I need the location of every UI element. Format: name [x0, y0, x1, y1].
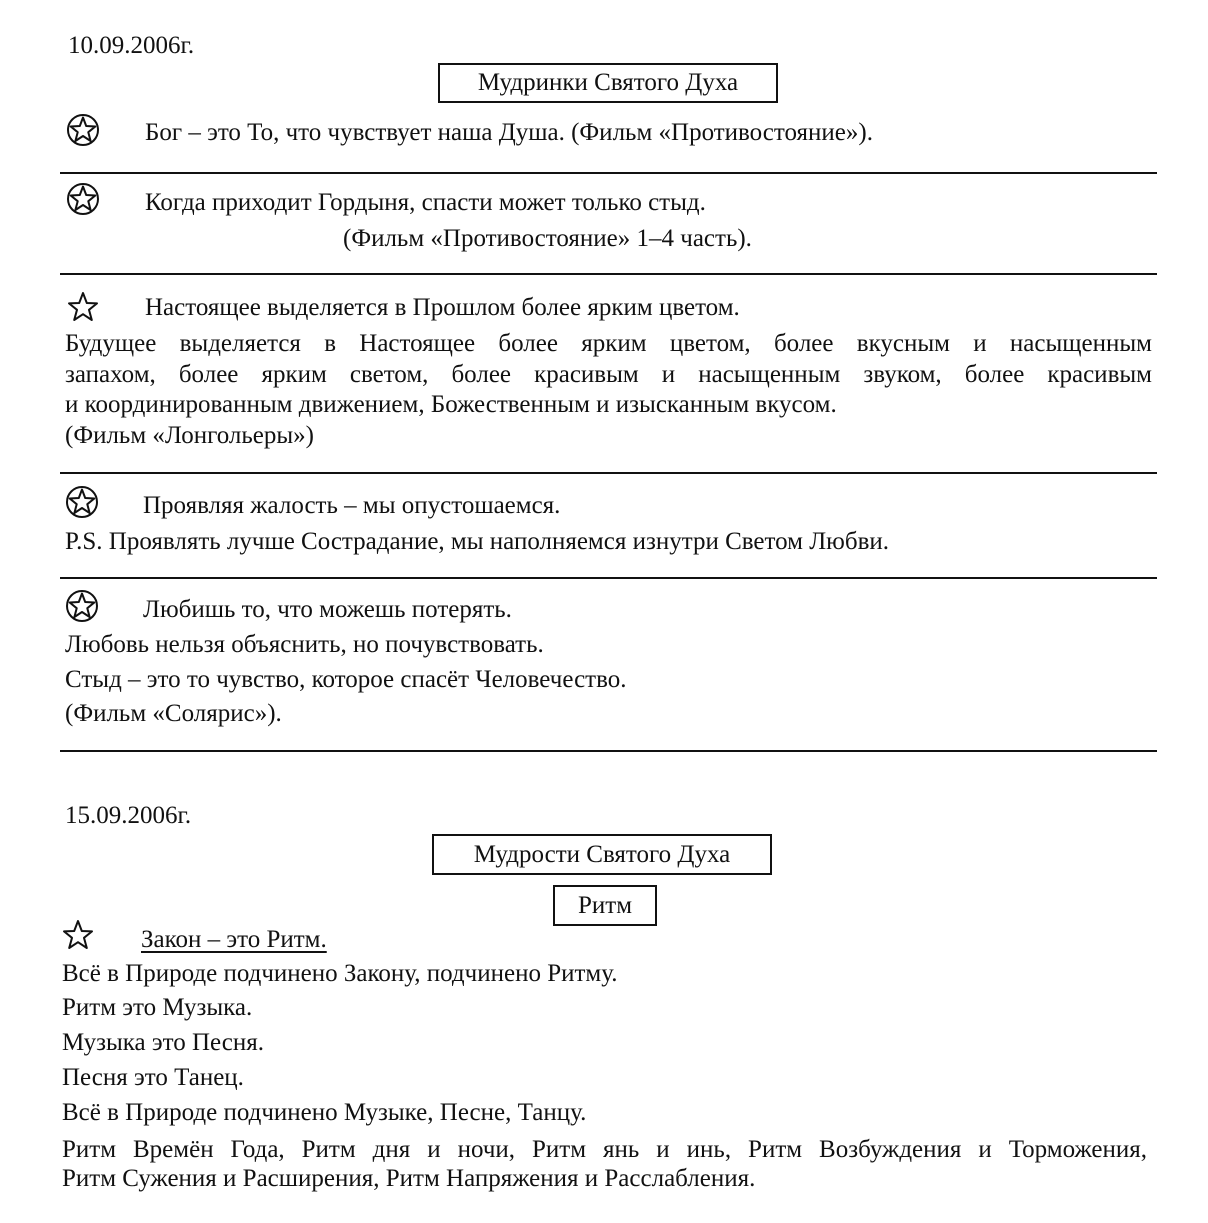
divider — [60, 273, 1157, 275]
wisdom-heading: Закон – это Ритм. — [141, 926, 327, 953]
wisdom-text: Проявляя жалость – мы опустошаемся. — [143, 492, 561, 519]
divider — [60, 472, 1157, 474]
section-title-box — [432, 834, 772, 875]
divider — [60, 577, 1157, 579]
wisdom-text: Любовь нельзя объяснить, но почувствовать. — [65, 631, 544, 658]
star-circle-icon — [65, 485, 99, 519]
wisdom-source: (Фильм «Солярис»). — [65, 700, 282, 727]
star-outline-icon — [61, 918, 95, 952]
wisdom-text: Песня это Танец. — [62, 1064, 244, 1091]
wisdom-source: (Фильм «Лонгольеры») — [65, 422, 315, 449]
entry-date: 10.09.2006г. — [68, 32, 195, 59]
section-title-box — [438, 63, 778, 103]
star-circle-icon — [66, 113, 100, 147]
wisdom-text: Когда приходит Гордыня, спасти может только стыд. — [145, 189, 706, 216]
wisdom-text: Всё в Природе подчинено Закону, подчинено Ритму. — [62, 960, 618, 987]
wisdom-text: Любишь то, что можешь потерять. — [143, 596, 512, 623]
section-subtitle-box — [553, 885, 657, 926]
wisdom-paragraph-line: Будущее выделяется в Настоящее более ярким цветом, более вкусным и насыщенным — [65, 330, 1152, 357]
section-title: Мудринки Святого Духа — [477, 69, 739, 96]
star-circle-icon — [65, 589, 99, 623]
divider — [60, 172, 1157, 174]
wisdom-source: (Фильм «Противостояние» 1–4 часть). — [343, 225, 752, 252]
wisdom-text: Музыка это Песня. — [62, 1029, 264, 1056]
entry-date: 15.09.2006г. — [65, 802, 192, 829]
wisdom-text: Настоящее выделяется в Прошлом более ярким цветом. — [145, 294, 740, 321]
wisdom-postscript: P.S. Проявлять лучше Сострадание, мы наполняемся изнутри Светом Любви. — [65, 528, 889, 555]
star-circle-icon — [66, 182, 100, 216]
divider — [60, 750, 1157, 752]
wisdom-paragraph-line: Ритм Времён Года, Ритм дня и ночи, Ритм янь и инь, Ритм Возбуждения и Торможения, — [62, 1136, 1147, 1163]
wisdom-paragraph-line: запахом, более ярким светом, более красивым и насыщенным звуком, более красивым — [65, 361, 1152, 388]
wisdom-paragraph-line: и координированным движением, Божественным и изысканным вкусом. — [65, 391, 837, 418]
wisdom-text: Ритм это Музыка. — [62, 994, 253, 1021]
star-outline-icon — [66, 290, 100, 324]
section-subtitle: Ритм — [577, 892, 633, 919]
wisdom-text: Всё в Природе подчинено Музыке, Песне, Танцу. — [62, 1099, 587, 1126]
wisdom-text: Бог – это То, что чувствует наша Душа. (Фильм «Противостояние»). — [145, 119, 873, 146]
wisdom-paragraph-line: Ритм Сужения и Расширения, Ритм Напряжения и Расслабления. — [62, 1165, 756, 1192]
wisdom-text: Стыд – это то чувство, которое спасёт Человечество. — [65, 666, 627, 693]
section-title: Мудрости Святого Духа — [473, 841, 731, 868]
